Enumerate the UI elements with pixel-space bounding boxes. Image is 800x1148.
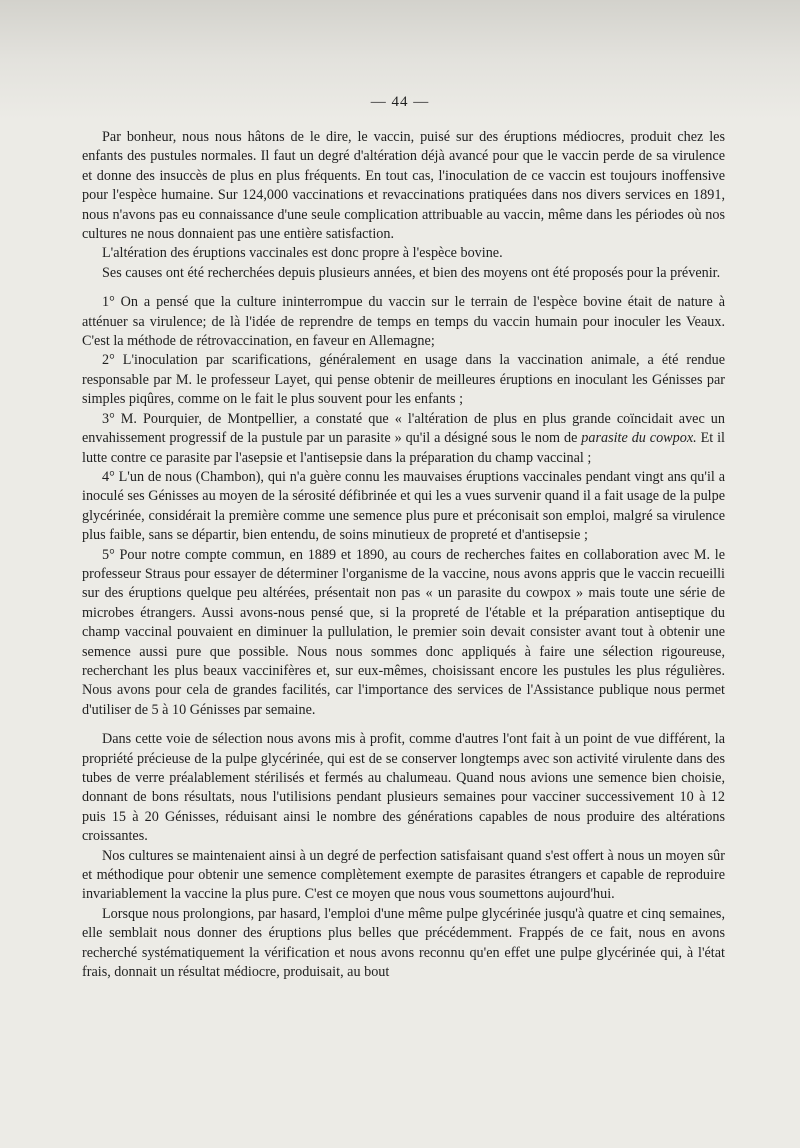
paragraph: 1° On a pensé que la culture ininterrompue du vaccin sur le terrain de l'espèce bovine était de nature à atténuer sa virulence; de là l'idée de reprendre de temps en temps du vaccin humain pour inoculer les Veaux. C'est la méthode de rétrovaccination, en faveur en Allemagne; [82, 294, 725, 350]
paragraph [82, 410, 725, 468]
paragraph: Lorsque nous prolongions, par hasard, l'emploi d'une même pulpe glycérinée jusqu'à quatre et cinq semaines, elle semblait nous donner des éruptions plus belles que précédemment. Frappés de ce fait, nous en avons recherché systématiquement la vérification et nous avons reconnu qu'en effet une pulpe glycérinée qui, à l'état frais, donnait un résultat médiocre, produisait, au bout [82, 905, 725, 981]
paragraph: Par bonheur, nous nous hâtons de le dire, le vaccin, puisé sur des éruptions médiocres, produit chez les enfants des pustules normales. Il faut un degré d'altération déjà avancé pour que le vaccin perde de sa virulence et donne des insuccès de plus en plus fréquents. En tout cas, l'inoculation de ce vaccin est toujours inoffensive pour l'espèce humaine. Sur 124,000 vaccinations et revaccinations pratiquées dans nos divers services en 1891, nous n'avons pas eu connaissance d'une seule complication attribuable au vaccin, même dans les périodes où nos cultures ne nous donnaient pas une entière satisfaction. [82, 129, 725, 243]
paragraph: Ses causes ont été recherchées depuis plusieurs années, et bien des moyens ont été proposés pour la prévenir. [102, 264, 721, 281]
page-number: — 44 — [370, 94, 430, 110]
paragraph-text: 3° M. Pourquier, de Montpellier, a constaté que « l'altération de plus en plus grande coïncidait avec un envahissement progressif de la pustule par un parasite » qu'il a désigné sous le nom de [82, 410, 725, 447]
paragraph: 5° Pour notre compte commun, en 1889 et 1890, au cours de recherches faites en collaboration avec M. le professeur Straus pour essayer de déterminer l'organisme de la vaccine, nous avons appris que le vaccin recueilli sur des éruptions quelque peu altérées, présentait non pas « un parasite du cowpox » mais toute une série de microbes étrangers. Aussi avons-nous pensé que, si la propreté de l'étable et la préparation antiseptique du champ vaccinal pouvaient en diminuer la pullulation, le premier soin devait consister avant tout à obtenir une semence aussi pure que possible. Nous nous sommes donc appliqués à faire une sélection rigoureuse, recherchant les plus beaux vaccinifères et, sur eux-mêmes, choisissant encore les pustules les plus régulières. Nous avons pour cela de grandes facilités, car l'importance des services de l'Assistance publique nous permet d'utiliser de 5 à 10 Génisses par semaine. [82, 546, 725, 718]
paragraph: 4° L'un de nous (Chambon), qui n'a guère connu les mauvaises éruptions vaccinales pendant vingt ans qu'il a inoculé ses Génisses au moyen de la sérosité défibrinée et qui les a vues survenir quand il a fait usage de la pulpe glycérinée, considérait la première comme une semence plus pure et préconisait son emploi, malgré sa virulence plus faible, sans se départir, bien entendu, de soins minutieux de propreté et d'antisepsie ; [82, 468, 725, 544]
body-text [82, 128, 725, 982]
paragraph: L'altération des éruptions vaccinales est donc propre à l'espèce bovine. [102, 245, 503, 262]
paragraph: 2° L'inoculation par scarifications, généralement en usage dans la vaccination animale, a été rendue responsable par M. le professeur Layet, qui pense obtenir de meilleures éruptions en inoculant les Génisses par simples piqûres, comme on le fait le plus souvent pour les enfants ; [82, 352, 725, 408]
paragraph-text: Et il lutte contre ce parasite par l'asepsie et l'antisepsie dans la préparation du champ vaccinal ; [82, 430, 725, 466]
paragraph: Dans cette voie de sélection nous avons mis à profit, comme d'autres l'ont fait à un point de vue différent, la propriété précieuse de la pulpe glycérinée, qui est de se conserver longtemps avec son activité virulente dans des tubes de verre préalablement stérilisés et fermés au chalumeau. Quand nous avions une semence bien choisie, donnant de bons résultats, nous l'utilisions pendant plusieurs semaines pour vacciner successivement 10 à 12 puis 15 à 20 Génisses, réduisant ainsi le nombre des générations capables de nous produire des altérations croissantes. [82, 731, 725, 845]
paragraph: Nos cultures se maintenaient ainsi à un degré de perfection satisfaisant quand s'est offert à nous un moyen sûr et méthodique pour obtenir une semence complètement exempte de parasites étrangers et capable de reproduire invariablement la vaccine la plus pure. C'est ce moyen que nous vous soumettons aujourd'hui. [82, 847, 725, 903]
italic-term: parasite du cowpox. [581, 430, 697, 447]
